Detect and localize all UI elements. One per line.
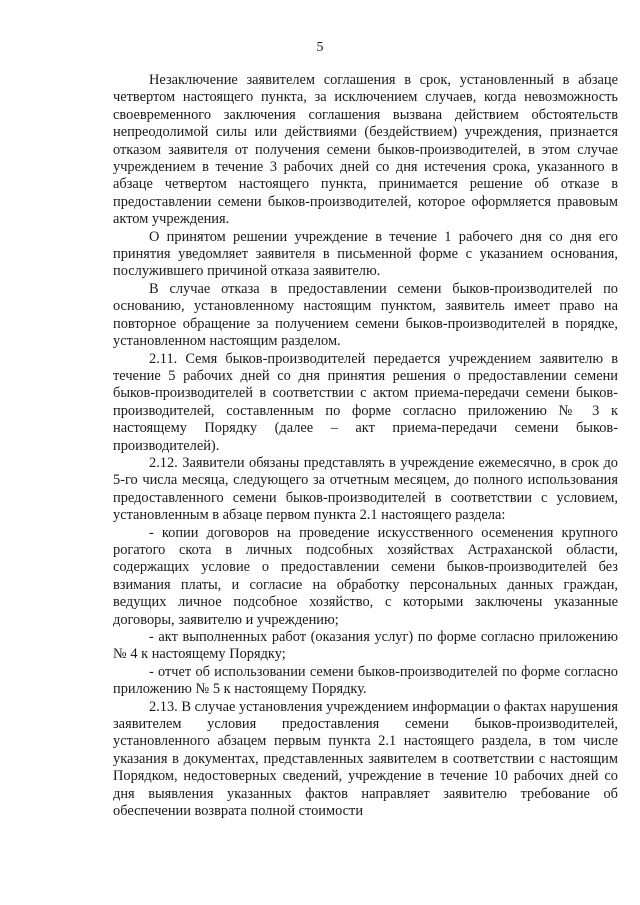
paragraph-refusal-agreement: Незаключение заявителем соглашения в срок, установленный в абзаце четвертом настоящего пункта, за исключением случаев, когда невозможность своевременного заключения соглашения вызвана действием обстоятельств непреодолимой силы или действиями (бездействием) учреждения, признается отказом заявителя от получения семени быков-производителей, в этом случае учреждением в течение 3 рабочих дней со дня истечения срока, указанного в абзаце четвертом настоящего пункта, принимается решение об отказе в предоставлении семени быков-производителей, которое оформляется правовым актом учреждения. bbox=[113, 72, 618, 228]
page-number: 5 bbox=[316, 40, 324, 55]
paragraph-2-12: 2.12. Заявители обязаны представлять в учреждение ежемесячно, в срок до 5-го числа месяца, следующего за отчетным месяцем, до полного использования предоставленного семени быков-производителей в соответствии с условием, установленным в абзаце первом пункта 2.1 настоящего раздела: bbox=[113, 454, 618, 524]
paragraph-reapplication: В случае отказа в предоставлении семени быков-производителей по основанию, установленному настоящим пунктом, заявитель имеет право на повторное обращение за получением семени быков-производителей в порядке, установленном настоящим разделом. bbox=[113, 280, 618, 350]
paragraph-notification: О принятом решении учреждение в течение 1 рабочего дня со дня его принятия уведомляет заявителя в письменной форме с указанием основания, послужившего причиной отказа заявителю. bbox=[113, 228, 618, 280]
list-item-contract-copies: - копии договоров на проведение искусственного осеменения крупного рогатого скота в личных подсобных хозяйствах Астраханской области, содержащих условие о предоставлении семени быков-производителей без взимания платы, и согласие на обработку персональных данных граждан, ведущих личное подсобное хозяйство, с которыми заключены указанные договоры, заявителю и учреждению; bbox=[113, 524, 618, 628]
list-item-work-act: - акт выполненных работ (оказания услуг) по форме согласно приложению № 4 к настоящему Порядку; bbox=[113, 629, 618, 663]
document-body bbox=[113, 72, 618, 820]
paragraph-2-13: 2.13. В случае установления учреждением информации о фактах нарушения заявителем условия предоставления семени быков-производителей, установленного абзацем первым пункта 2.1 настоящего раздела, в том числе указания в документах, представленных заявителем в соответствии с настоящим Порядком, недостоверных сведений, учреждение в течение 10 рабочих дней со дня выявления указанных фактов направляет заявителю требование об обеспечении возврата полной стоимости bbox=[113, 698, 618, 820]
paragraph-2-11: 2.11. Семя быков-производителей передается учреждением заявителю в течение 5 рабочих дней со дня принятия решения о предоставлении семени быков-производителей в соответствии с актом приема-передачи семени быков-производителей, составленным по форме согласно приложению № 3 к настоящему Порядку (далее – акт приема-передачи семени быков-производителей). bbox=[113, 350, 618, 454]
list-item-usage-report: - отчет об использовании семени быков-производителей по форме согласно приложению № 5 к настоящему Порядку. bbox=[113, 663, 618, 698]
